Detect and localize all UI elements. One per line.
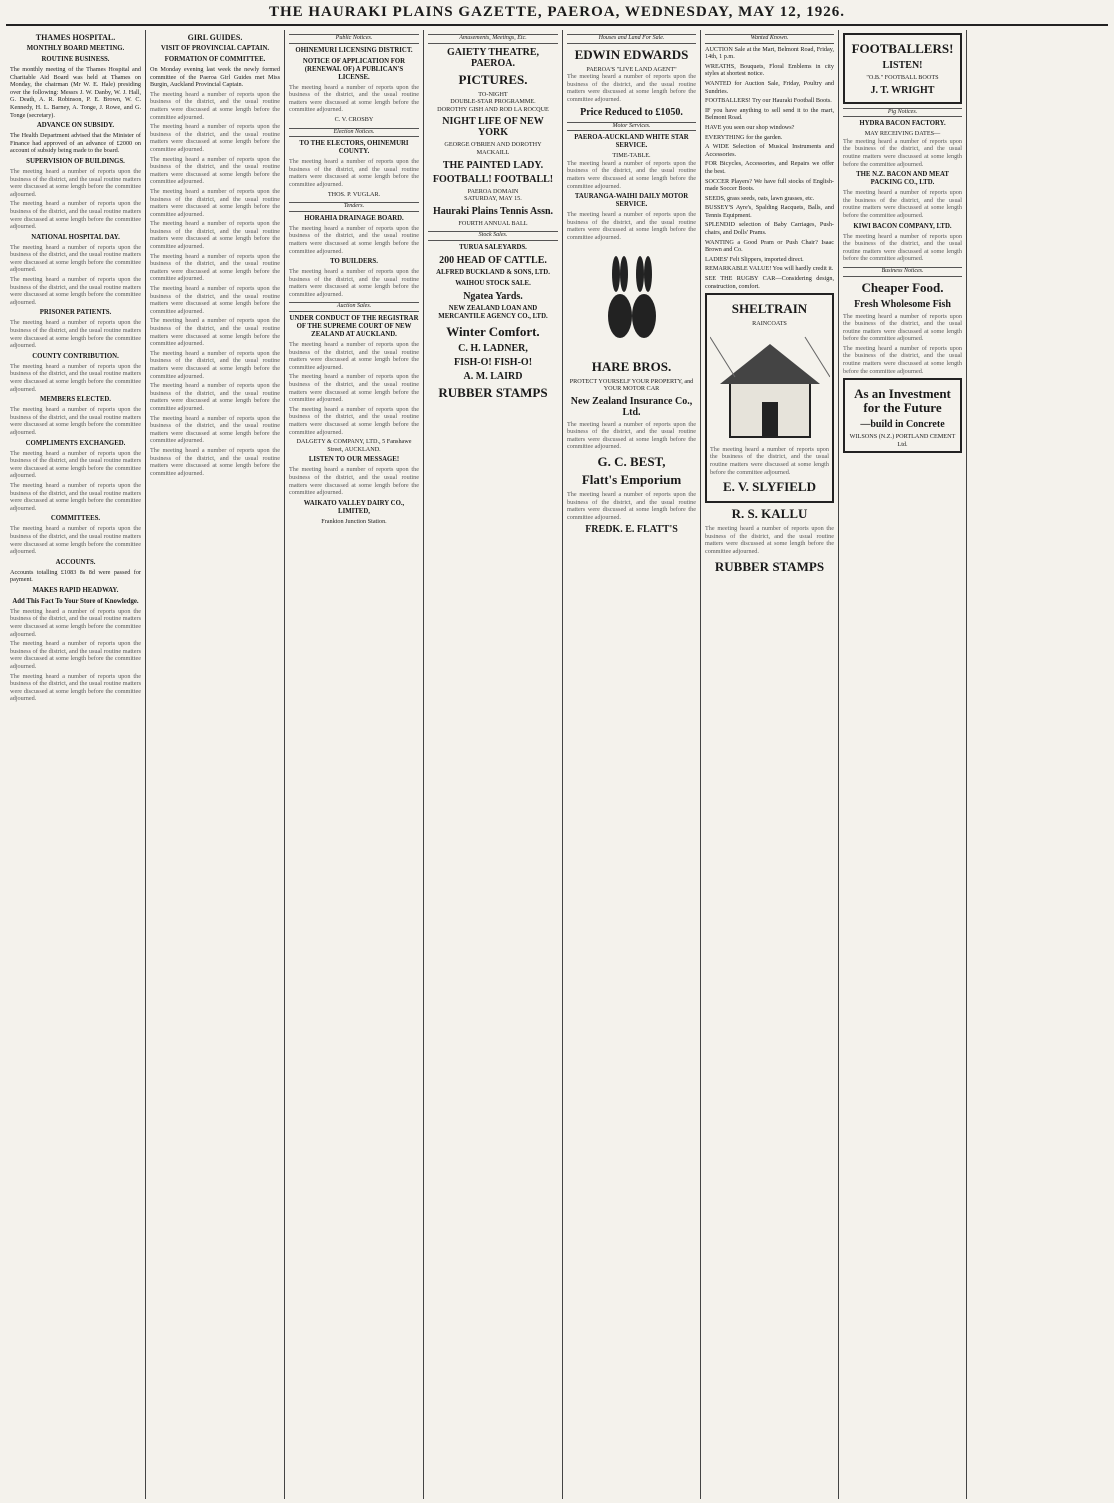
accounts-heading: ACCOUNTS. (55, 558, 96, 566)
filler-text: The meeting heard a number of reports upon the business of the district, and the usual routine matters were discussed at some length before the committee adjourned. (710, 445, 829, 476)
nz-bacon: THE N.Z. BACON AND MEAT PACKING CO., LTD. (856, 171, 949, 187)
committees-heading: COMMITTEES. (50, 515, 101, 523)
filler-text: The meeting heard a number of reports upon the business of the district, and the usual routine matters were discussed at some length before the committee adjourned. (289, 373, 419, 404)
kiwi-bacon: KIWI BACON COMPANY, LTD. (853, 222, 952, 230)
filler-text: The meeting heard a number of reports upon the business of the district, and the usual routine matters were discussed at some length before the committee adjourned. (843, 344, 962, 375)
tonight-label: TO-NIGHT (478, 90, 508, 98)
rubber-stamps-2: RUBBER STAMPS (714, 558, 825, 574)
section-public: Public Notices. (289, 34, 419, 44)
wright-name: J. T. WRIGHT (870, 84, 935, 96)
column-blank (966, 30, 1108, 1499)
wanted-ad: SPLENDID selection of Baby Carriages, Push-chairs, and Dolls' Prams. (705, 221, 834, 237)
double-star: DOUBLE-STAR PROGRAMME. (450, 98, 536, 106)
filler-text: The meeting heard a number of reports upon the business of the district, and the usual routine matters were discussed at some length before the committee adjourned. (10, 607, 141, 638)
ladner-name: C. H. LADNER, (458, 342, 528, 354)
addthis-heading: Add This Fact To Your Store of Knowledge. (12, 597, 139, 605)
nz-insurance: New Zealand Insurance Co., Ltd. (570, 395, 693, 418)
film2-title: THE PAINTED LADY. (442, 159, 544, 171)
hospital-subtitle: MONTHLY BOARD MEETING. (26, 45, 125, 52)
concrete-ad (843, 378, 962, 453)
raincoats-label: RAINCOATS (752, 320, 787, 328)
guides-title: GIRL GUIDES. (187, 33, 243, 42)
kallu-name: R. S. KALLU (731, 506, 808, 522)
section-tenders: Tenders. (289, 202, 419, 212)
investment-title: As an Investment for the Future (854, 386, 951, 416)
wanted-ad: HAVE you seen our shop windows? (705, 123, 795, 131)
footballers-title: FOOTBALLERS! (851, 41, 954, 56)
filler-text: The meeting heard a number of reports upon the business of the district, and the usual routine matters were discussed at some length before the committee adjourned. (10, 672, 141, 703)
paeroa-domain: PAEROA DOMAIN (467, 187, 519, 195)
section-election: Election Notices. (289, 128, 419, 138)
licensing-subtitle: NOTICE OF APPLICATION FOR (RENEWAL OF) A PUBLICAN'S LICENSE. (302, 57, 406, 81)
turua-saleyards: TURUA SALEYARDS. (459, 243, 527, 251)
wanted-ad: LADIES' Felt Slippers, imported direct. (705, 255, 804, 263)
listen-label: LISTEN! (882, 60, 923, 71)
advance-text: The Health Department advised that the Minister of Finance had approved of an advance of £2000 on account of subsidy being made to the board. (10, 132, 141, 155)
filler-text: The meeting heard a number of reports upon the business of the district, and the usual routine matters were discussed at some length before the committee adjourned. (567, 211, 696, 241)
wanted-ad: SOCCER Players? We have full stocks of English-made Soccer Boots. (705, 177, 834, 193)
tauranga-service: TAURANGA-WAIHI DAILY MOTOR SERVICE. (574, 193, 689, 209)
filler-text: The meeting heard a number of reports upon the business of the district, and the usual routine matters were discussed at some length before the committee adjourned. (289, 405, 419, 436)
section-pig: Pig Notices. (843, 108, 962, 118)
tennis-heading: Hauraki Plains Tennis Assn. (432, 205, 554, 217)
horahia-title: HORAHIA DRAINAGE BOARD. (304, 214, 404, 222)
filler-text: The meeting heard a number of reports upon the business of the district, and the usual routine matters were discussed at some length before the committee adjourned. (843, 232, 962, 263)
filler-text: The meeting heard a number of reports upon the business of the district, and the usual routine matters were discussed at some length before the committee adjourned. (10, 481, 141, 512)
section-auction: Auction Sales. (289, 302, 419, 312)
routine-text: The monthly meeting of the Thames Hospital and Charitable Aid Board was held at Thames on Monday, the chairman (Mr W. E. Hale) presiding over the following: Messrs J. W. Danby, W. J. Hall, G. Death, A. R. Robinson, P. E. Brown, W. C. Kennedy, H. L. Barney, A. Tonge, J. Rowe, and G. Tonge (secretary). (10, 66, 141, 119)
wanted-ad: WANTING a Good Pram or Push Chair? Isaac Brown and Co. (705, 238, 834, 254)
filler-text: The meeting heard a number of reports upon the business of the district, and the usual routine matters were discussed at some length before the committee adjourned. (705, 525, 834, 555)
filler-text: The meeting heard a number of reports upon the business of the district, and the usual routine matters were discussed at some length before the committee adjourned. (567, 420, 696, 451)
filler-text: The meeting heard a number of reports upon the business of the district, and the usual routine matters were discussed at some length before the committee adjourned. (10, 640, 141, 671)
compliments-heading: COMPLIMENTS EXCHANGED. (25, 439, 126, 447)
white-star: PAEROA-AUCKLAND WHITE STAR SERVICE. (574, 134, 689, 150)
waikato-heading: WAIKATO VALLEY DAIRY CO., LIMITED, (303, 499, 405, 515)
footballers-ad (843, 33, 962, 104)
winter-comfort: Winter Comfort. (446, 323, 540, 339)
wanted-ad: SEEDS, grass seeds, oats, lawn grasses, etc. (705, 194, 815, 202)
licensing-signature: C. V. CROSBY (334, 115, 374, 123)
column-public-notices (284, 30, 423, 1499)
fish-heading: FISH-O! FISH-O! (453, 356, 533, 368)
price-reduced: Price Reduced to £1050. (580, 106, 683, 118)
county-heading: COUNTY CONTRIBUTION. (32, 352, 119, 360)
filler-text: The meeting heard a number of reports upon the business of the district, and the usual routine matters were discussed at some length before the committee adjourned. (150, 90, 280, 121)
rain-house-illustration (710, 332, 830, 442)
filler-text: The meeting heard a number of reports upon the business of the district, and the usual routine matters were discussed at some length before the committee adjourned. (843, 137, 962, 168)
filler-text: The meeting heard a number of reports upon the business of the district, and the usual routine matters were discussed at some length before the committee adjourned. (150, 220, 280, 251)
filler-text: The meeting heard a number of reports upon the business of the district, and the usual routine matters were discussed at some length before the committee adjourned. (150, 187, 280, 218)
section-motor: Motor Services. (567, 122, 696, 132)
headway-heading: MAKES RAPID HEADWAY. (32, 586, 119, 594)
wilsons-sign: WILSONS (N.Z.) PORTLAND CEMENT Ltd. (849, 433, 956, 448)
column-girl-guides (145, 30, 284, 1499)
section-wanted: Wanted Known. (705, 34, 834, 44)
timetable: TIME-TABLE. (612, 152, 651, 160)
ngatea-yards: Ngatea Yards. (463, 290, 523, 302)
nursing-heading: NATIONAL HOSPITAL DAY. (31, 233, 120, 241)
filler-text: The meeting heard a number of reports upon the business of the district, and the usual routine matters were discussed at some length before the committee adjourned. (150, 317, 280, 348)
filler-text: The meeting heard a number of reports upon the business of the district, and the usual routine matters were discussed at some length before the committee adjourned. (150, 382, 280, 412)
nzloan-sign: NEW ZEALAND LOAN AND MERCANTILE AGENCY CO., LTD. (438, 304, 548, 320)
accounts-text: Accounts totalling £1083 8s 8d were passed for payment. (10, 568, 141, 584)
slyfield-name: E. V. SLYFIELD (723, 479, 816, 495)
film1-stars: DOROTHY GISH AND ROD LA ROCQUE (437, 105, 549, 113)
filler-text: The meeting heard a number of reports upon the business of the district, and the usual routine matters were discussed at some length before the committee adjourned. (10, 525, 141, 556)
builders-title: TO BUILDERS. (330, 258, 378, 266)
filler-text: The meeting heard a number of reports upon the business of the district, and the usual routine matters were discussed at some length before the committee adjourned. (843, 312, 962, 343)
section-amusements: Amusements, Meetings, Etc. (428, 34, 558, 44)
flatt-sign: FREDK. E. FLATT'S (585, 524, 678, 536)
filler-text: The meeting heard a number of reports upon the business of the district, and the usual routine matters were discussed at some length before the committee adjourned. (10, 319, 141, 350)
hares-illustration (592, 246, 672, 356)
wanted-ad: AUCTION Sale at the Mart, Belmont Road, Friday, 14th, 1 p.m. (705, 45, 834, 61)
football-date: SATURDAY, MAY 15. (464, 195, 522, 203)
prisoner-heading: PRISONER PATIENTS. (39, 309, 112, 317)
pictures-heading: PICTURES. (458, 71, 528, 87)
hospital-title: THAMES HOSPITAL. (35, 33, 116, 42)
football-heading: FOOTBALL! FOOTBALL! (432, 173, 554, 185)
listen-heading: LISTEN TO OUR MESSAGE! (308, 456, 400, 464)
members-heading: MEMBERS ELECTED. (39, 396, 111, 404)
election-title: TO THE ELECTORS, OHINEMURI COUNTY. (299, 140, 409, 156)
gaiety-theatre: GAIETY THEATRE, PAEROA. (446, 46, 540, 69)
routine-heading: ROUTINE BUSINESS. (41, 56, 110, 63)
filler-text: The meeting heard a number of reports upon the business of the district, and the usual routine matters were discussed at some length before the committee adjourned. (289, 268, 419, 298)
hare-bros: HARE BROS. (591, 358, 672, 374)
filler-text: The meeting heard a number of reports upon the business of the district, and the usual routine matters were discussed at some length before the committee adjourned. (567, 491, 696, 521)
wanted-ad: WREATHS, Bouquets, Floral Emblems in city styles at shortest notice. (705, 62, 834, 78)
filler-text: The meeting heard a number of reports upon the business of the district, and the usual routine matters were discussed at some length before the committee adjourned. (567, 159, 696, 190)
masthead-rule (6, 24, 1108, 26)
filler-text: The meeting heard a number of reports upon the business of the district, and the usual routine matters were discussed at some length before the committee adjourned. (289, 466, 419, 497)
hydra-bacon: HYDRA BACON FACTORY. (859, 120, 946, 128)
formation-heading: FORMATION OF COMMITTEE. (164, 56, 266, 63)
filler-text: The meeting heard a number of reports upon the business of the district, and the usual routine matters were discussed at some length before the committee adjourned. (150, 155, 280, 186)
rubber-stamps: RUBBER STAMPS (438, 384, 548, 400)
guides-subtitle: VISIT OF PROVINCIAL CAPTAIN. (160, 45, 270, 52)
ob-boots: "O.B." FOOTBALL BOOTS (866, 74, 939, 81)
waihou-heading: WAIHOU STOCK SALE. (455, 279, 531, 287)
filler-text: The meeting heard a number of reports upon the business of the district, and the usual routine matters were discussed at some length before the committee adjourned. (10, 362, 141, 393)
agent-sub: PAEROA'S "LIVE LAND AGENT" (586, 65, 677, 73)
filler-text: The meeting heard a number of reports upon the business of the district, and the usual routine matters were discussed at some length before the committee adjourned. (289, 83, 419, 114)
filler-text: The meeting heard a number of reports upon the business of the district, and the usual routine matters were discussed at some length before the committee adjourned. (289, 341, 419, 371)
frankton-text: Frankton Junction Station. (321, 517, 387, 525)
wanted-ad: FOOTBALLERS! Try our Hauraki Football Boots. (705, 97, 832, 105)
column-wanted (700, 30, 838, 1499)
filler-text: The meeting heard a number of reports upon the business of the district, and the usual routine matters were discussed at some length before the committee adjourned. (10, 406, 141, 436)
masthead: THE HAURAKI PLAINS GAZETTE, PAEROA, WEDNESDAY, MAY 12, 1926. (268, 4, 846, 20)
film2-stars: GEORGE O'BRIEN AND DOROTHY MACKAILL (444, 141, 542, 156)
wanted-ad: EVERYTHING for the garden. (705, 133, 783, 141)
section-houses: Houses and Land For Sale. (567, 34, 696, 44)
filler-text: The meeting heard a number of reports upon the business of the district, and the usual routine matters were discussed at some length before the committee adjourned. (10, 243, 141, 274)
filler-text: The meeting heard a number of reports upon the business of the district, and the usual routine matters were discussed at some length before the committee adjourned. (10, 449, 141, 480)
section-stock: Stock Sales. (428, 231, 558, 241)
best-name: G. C. BEST, (597, 454, 666, 470)
laird-name: A. M. LAIRD (463, 370, 523, 382)
annual-ball: FOURTH ANNUAL BALL (458, 219, 528, 227)
wanted-ad: IF you have anything to sell send it to the mart, Belmont Road. (705, 106, 834, 122)
filler-text: The meeting heard a number of reports upon the business of the district, and the usual routine matters were discussed at some length before the committee adjourned. (150, 123, 280, 153)
filler-text: The meeting heard a number of reports upon the business of the district, and the usual routine matters were discussed at some length before the committee adjourned. (10, 200, 141, 231)
wanted-ad: FOR Bicycles, Accessories, and Repairs we offer the best. (705, 160, 834, 175)
column-houses (562, 30, 700, 1499)
filler-text: The meeting heard a number of reports upon the business of the district, and the usual routine matters were discussed at some length before the committee adjourned. (289, 158, 419, 188)
filler-text: The meeting heard a number of reports upon the business of the district, and the usual routine matters were discussed at some length before the committee adjourned. (10, 276, 141, 306)
filler-text: The meeting heard a number of reports upon the business of the district, and the usual routine matters were discussed at some length before the committee adjourned. (150, 285, 280, 315)
film1-title: NIGHT LIFE OF NEW YORK (442, 116, 544, 139)
filler-text: The meeting heard a number of reports upon the business of the district, and the usual routine matters were discussed at some length before the committee adjourned. (843, 189, 962, 219)
wanted-ad: BUSSEY'S Ayre's, Spalding Racquets, Balls, and Tennis Equipment. (705, 204, 834, 219)
column-footballers (838, 30, 966, 1499)
section-business: Business Notices. (843, 267, 962, 277)
filler-text: The meeting heard a number of reports upon the business of the district, and the usual routine matters were discussed at some length before the committee adjourned. (10, 167, 141, 198)
wanted-ad: WANTED for Auction Sale, Friday, Poultry and Sundries. (705, 79, 834, 95)
advance-heading: ADVANCE ON SUBSIDY. (36, 122, 115, 130)
column-hospital (6, 30, 145, 1499)
cattle-heading: 200 HEAD OF CATTLE. (439, 254, 547, 266)
cheaper-food: Cheaper Food. (861, 279, 944, 295)
receiving-dates: MAY RECEIVING DATES— (864, 130, 941, 138)
sheltrain-title: SHELTRAIN (731, 301, 808, 317)
agent-name: EDWIN EDWARDS (574, 46, 689, 62)
auction-title: UNDER CONDUCT OF THE REGISTRAR OF THE SUPREME COURT OF NEW ZEALAND AT AUCKLAND. (289, 315, 419, 339)
concrete-title: —build in Concrete (860, 419, 945, 431)
flatts-emporium: Flatt's Emporium (581, 472, 682, 488)
filler-text: The meeting heard a number of reports upon the business of the district, and the usual routine matters were discussed at some length before the committee adjourned. (150, 349, 280, 380)
filler-text: The meeting heard a number of reports upon the business of the district, and the usual routine matters were discussed at some length before the committee adjourned. (289, 224, 419, 255)
filler-text: The meeting heard a number of reports upon the business of the district, and the usual routine matters were discussed at some length before the committee adjourned. (150, 414, 280, 445)
election-signature: THOS. P. VUGLAR. (327, 190, 381, 198)
fresh-fish: Fresh Wholesome Fish (854, 298, 951, 310)
dalgety-sign: DALGETY & COMPANY, LTD., 5 Fanshawe Street, AUCKLAND. (296, 438, 412, 453)
wanted-ad: A WIDE Selection of Musical Instruments and Accessories. (705, 143, 834, 158)
filler-text: The meeting heard a number of reports upon the business of the district, and the usual routine matters were discussed at some length before the committee adjourned. (150, 446, 280, 477)
buckland-sign: ALFRED BUCKLAND & SONS, LTD. (436, 268, 550, 276)
columns (6, 30, 1108, 1499)
supervision-heading: SUPERVISION OF BUILDINGS. (26, 157, 125, 165)
column-amusements (423, 30, 562, 1499)
wanted-ad: REMARKABLE VALUE! You will hardly credit it. (705, 265, 834, 273)
filler-text: The meeting heard a number of reports upon the business of the district, and the usual routine matters were discussed at some length before the committee adjourned. (567, 73, 696, 103)
licensing-title: OHINEMURI LICENSING DISTRICT. (295, 46, 413, 54)
wanted-ad: SEE THE RUGBY CAR—Considering design, construction, comfort. (705, 275, 834, 290)
filler-text: The meeting heard a number of reports upon the business of the district, and the usual routine matters were discussed at some length before the committee adjourned. (150, 252, 280, 283)
protect-text: PROTECT YOURSELF YOUR PROPERTY, and YOUR MOTOR CAR (569, 377, 694, 393)
sheltrain-ad (705, 293, 834, 503)
formation-text: On Monday evening last week the newly formed committee of the Paeroa Girl Guides met Miss Burgin, Auckland Provincial Captain. (150, 66, 280, 89)
